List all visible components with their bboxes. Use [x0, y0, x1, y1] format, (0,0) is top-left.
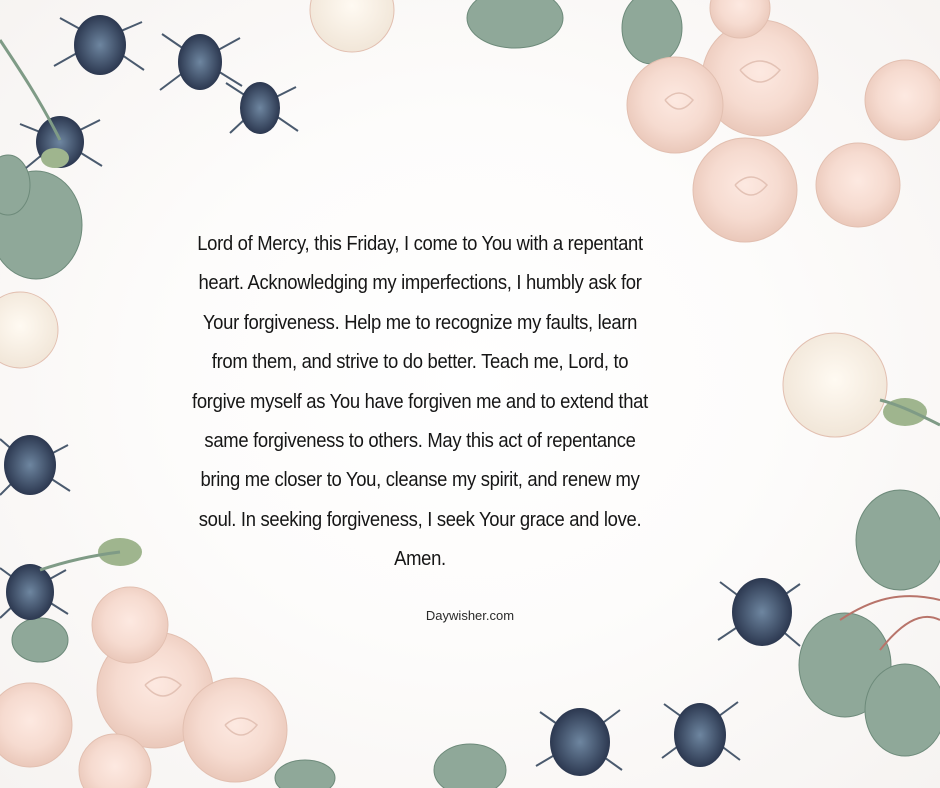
- prayer-text: [150, 224, 690, 579]
- prayer-line: Amen.: [394, 547, 446, 571]
- prayer-line: same forgiveness to others. May this act of repentance: [204, 429, 636, 453]
- prayer-line: Your forgiveness. Help me to recognize my faults, learn: [202, 310, 638, 334]
- prayer-line: forgive myself as You have forgiven me and to extend that: [192, 389, 648, 413]
- website-credit: Daywisher.com: [425, 608, 515, 623]
- prayer-line: soul. In seeking forgiveness, I seek Your grace and love.: [198, 507, 642, 531]
- prayer-line: Lord of Mercy, this Friday, I come to You with a repentant: [197, 232, 643, 255]
- prayer-line: heart. Acknowledging my imperfections, I humbly ask for: [198, 271, 642, 295]
- prayer-line: from them, and strive to do better. Teach me, Lord, to: [211, 350, 629, 374]
- prayer-line: bring me closer to You, cleanse my spirit, and renew my: [200, 468, 640, 492]
